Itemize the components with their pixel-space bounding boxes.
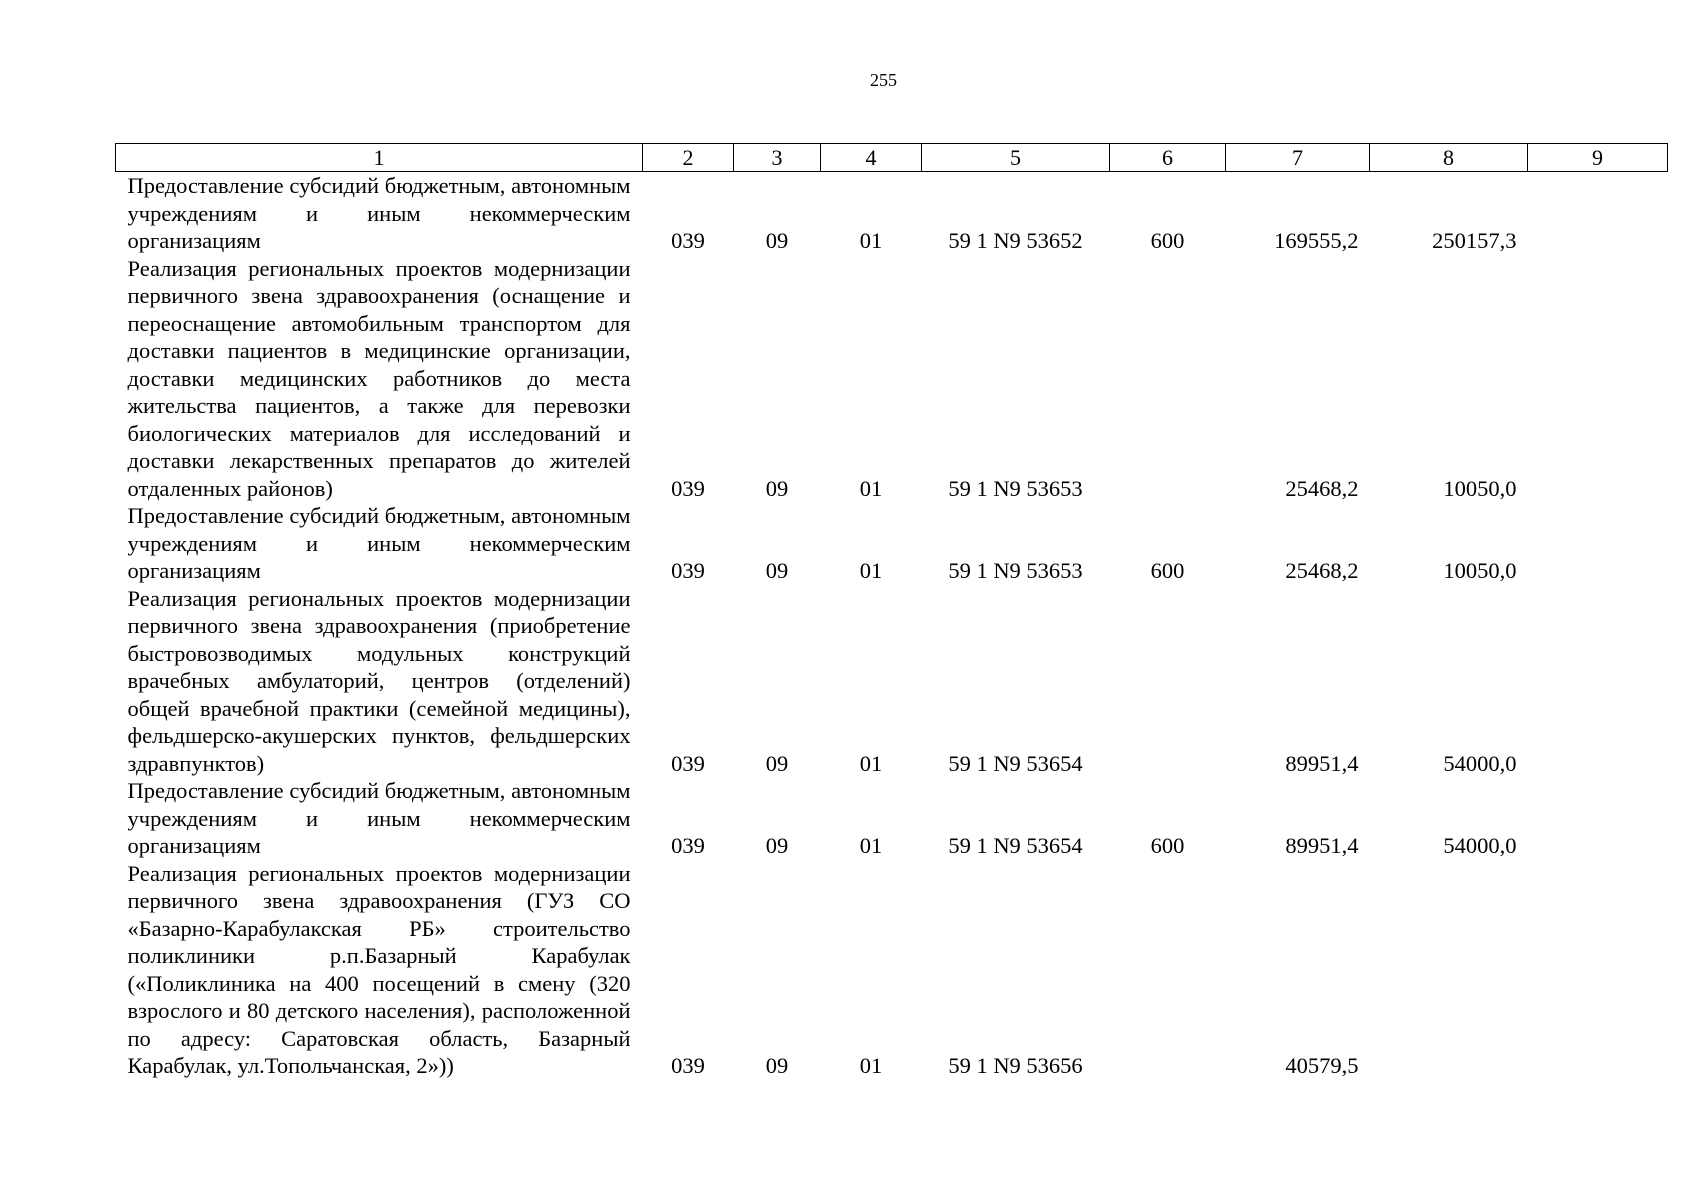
amount-col-8: 10050,0 bbox=[1443, 475, 1517, 501]
amount-col-7: 40579,5 bbox=[1285, 1053, 1359, 1078]
target-article-code: 59 1 N9 53653 bbox=[948, 475, 1083, 501]
page-number: 255 bbox=[870, 70, 897, 90]
amount-col-7: 25468,2 bbox=[1285, 558, 1359, 583]
column-header-8: 8 bbox=[1370, 144, 1528, 172]
subsection-code: 01 bbox=[859, 228, 883, 253]
expense-type-code bbox=[1110, 585, 1226, 778]
target-article-code: 59 1 N9 53656 bbox=[948, 1053, 1083, 1078]
subsection-code: 01 bbox=[859, 558, 883, 583]
table-header-row bbox=[116, 144, 1668, 172]
section-code: 09 bbox=[765, 750, 789, 776]
column-header-5: 5 bbox=[922, 144, 1110, 172]
section-code: 09 bbox=[765, 558, 789, 583]
table-row bbox=[116, 585, 1668, 778]
target-article-code: 59 1 N9 53652 bbox=[948, 228, 1083, 253]
column-header-1: 1 bbox=[116, 144, 643, 172]
target-article-code: 59 1 N9 53654 bbox=[948, 750, 1083, 776]
amount-col-8 bbox=[1370, 860, 1528, 1080]
ministry-code: 039 bbox=[671, 1053, 705, 1078]
amount-col-7: 169555,2 bbox=[1274, 228, 1359, 253]
target-article-code: 59 1 N9 53654 bbox=[948, 833, 1083, 858]
column-header-6: 6 bbox=[1110, 144, 1226, 172]
ministry-code: 039 bbox=[671, 228, 705, 253]
expense-type-code: 600 bbox=[1150, 833, 1185, 858]
amount-col-8: 10050,0 bbox=[1443, 558, 1517, 583]
section-code: 09 bbox=[765, 833, 789, 858]
column-header-4: 4 bbox=[821, 144, 922, 172]
subsection-code: 01 bbox=[859, 475, 883, 501]
target-article-code: 59 1 N9 53653 bbox=[948, 558, 1083, 583]
column-header-2: 2 bbox=[643, 144, 734, 172]
table-row bbox=[116, 255, 1668, 503]
column-header-7: 7 bbox=[1226, 144, 1370, 172]
amount-col-9 bbox=[1528, 860, 1668, 1080]
amount-col-9 bbox=[1528, 172, 1668, 255]
row-description: Предоставление субсидий бюджетным, автономным учреждениям и иным некоммерческим организациям bbox=[127, 173, 631, 253]
column-header-3: 3 bbox=[734, 144, 821, 172]
expense-type-code: 600 bbox=[1150, 228, 1185, 253]
expense-type-code: 600 bbox=[1150, 558, 1185, 583]
amount-col-9 bbox=[1528, 585, 1668, 778]
amount-col-7: 89951,4 bbox=[1285, 833, 1359, 858]
ministry-code: 039 bbox=[671, 833, 705, 858]
amount-col-8: 250157,3 bbox=[1432, 228, 1517, 253]
expense-type-code bbox=[1110, 860, 1226, 1080]
amount-col-8: 54000,0 bbox=[1443, 833, 1517, 858]
section-code: 09 bbox=[765, 1053, 789, 1078]
amount-col-9 bbox=[1528, 502, 1668, 585]
ministry-code: 039 bbox=[671, 475, 705, 501]
amount-col-7: 89951,4 bbox=[1285, 750, 1359, 776]
ministry-code: 039 bbox=[671, 750, 705, 776]
subsection-code: 01 bbox=[859, 750, 883, 776]
column-header-9: 9 bbox=[1528, 144, 1668, 172]
row-description: Предоставление субсидий бюджетным, автономным учреждениям и иным некоммерческим организациям bbox=[127, 503, 631, 583]
amount-col-8: 54000,0 bbox=[1443, 750, 1517, 776]
section-code: 09 bbox=[765, 475, 789, 501]
amount-col-7: 25468,2 bbox=[1285, 475, 1359, 501]
section-code: 09 bbox=[765, 228, 789, 253]
subsection-code: 01 bbox=[859, 1053, 883, 1078]
table-row bbox=[116, 172, 1668, 255]
amount-col-9 bbox=[1528, 255, 1668, 503]
table-row bbox=[116, 860, 1668, 1080]
budget-table bbox=[115, 143, 1668, 1080]
amount-col-9 bbox=[1528, 777, 1668, 860]
table-row bbox=[116, 777, 1668, 860]
ministry-code: 039 bbox=[671, 558, 705, 583]
row-description: Предоставление субсидий бюджетным, автономным учреждениям и иным некоммерческим организациям bbox=[127, 778, 631, 858]
table-row bbox=[116, 502, 1668, 585]
row-description: Реализация региональных проектов модернизации первичного звена здравоохранения (оснащение и переоснащение автомобильным транспортом для доставки пациентов в медицинские организации, доставки медицинских работников до места жительства пациентов, а также для перевозки биологических материалов для исследований и доставки лекарственных препаратов до жителей отдаленных районов) bbox=[127, 255, 631, 501]
row-description: Реализация региональных проектов модернизации первичного звена здравоохранения (приобретение быстровозводимых модульных конструкций врачебных амбулаторий, центров (отделений) общей врачебной практики (семейной медицины), фельдшерско-акушерских пунктов, фельдшерских здравпунктов) bbox=[127, 585, 631, 776]
row-description: Реализация региональных проектов модернизации первичного звена здравоохранения (ГУЗ СО «Базарно-Карабулакская РБ» строительство поликлиники р.п.Базарный Карабулак («Поликлиника на 400 посещений в смену (320 взрослого и 80 детского населения), расположенной по адресу: Саратовская область, Базарный Карабулак, ул.Топольчанская, 2»)) bbox=[127, 860, 631, 1078]
expense-type-code bbox=[1110, 255, 1226, 503]
subsection-code: 01 bbox=[859, 833, 883, 858]
